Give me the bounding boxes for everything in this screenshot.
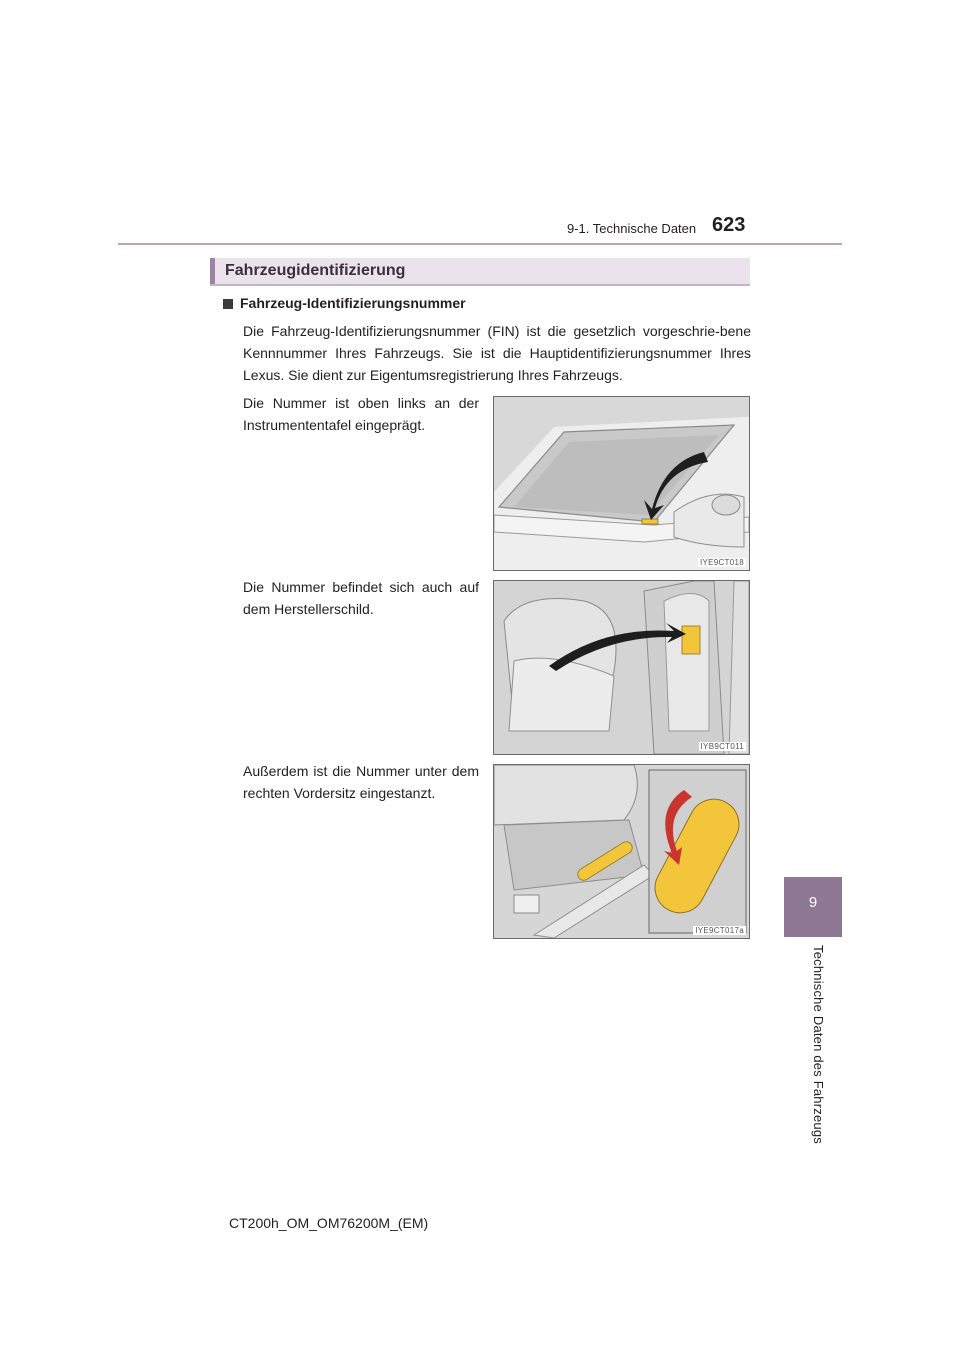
intro-paragraph: Die Fahrzeug-Identifizierungsnummer (FIN) ist die gesetzlich vorgeschrie-bene Kennnummer Ihres Fahrzeugs. Sie ist die Hauptidentifizierungsnummer Ihres Lexus. Sie dient zur Eigentumsregistrierung Ihres Fahrzeugs.	[243, 323, 751, 383]
square-bullet-icon	[223, 299, 233, 309]
figure-code-1: IYE9CT018	[699, 558, 744, 567]
section-title-bar	[210, 258, 750, 286]
item-text-2: Die Nummer befindet sich auch auf dem Herstellerschild.	[243, 579, 479, 617]
door-pillar-illustration	[494, 581, 749, 754]
item-text-3: Außerdem ist die Nummer unter dem rechten Vordersitz eingestanzt.	[243, 763, 479, 801]
figure-manufacturer-label	[493, 580, 750, 755]
header-section-ref: 9-1. Technische Daten	[567, 221, 697, 236]
header-rule	[118, 243, 842, 245]
sub-heading	[223, 295, 466, 311]
sub-heading-text: Fahrzeug-Identifizierungsnummer	[240, 295, 466, 311]
figure-under-seat-stamp	[493, 764, 750, 939]
figure-code-2: IYB9CT011	[700, 742, 744, 751]
chapter-number: 9	[808, 894, 818, 911]
section-title: Fahrzeugidentifizierung	[225, 262, 406, 279]
chapter-title-vertical: Technische Daten des Fahrzeugs	[811, 945, 826, 1144]
chapter-tab	[784, 877, 842, 937]
document-code: CT200h_OM_OM76200M_(EM)	[229, 1215, 429, 1231]
figure-windshield-vin	[493, 396, 750, 571]
figure-code-3: IYE9CT017a	[695, 926, 744, 935]
page-number: 623	[712, 214, 746, 236]
under-seat-illustration	[494, 765, 749, 938]
windshield-illustration	[494, 397, 749, 570]
manufacturer-label-marker	[682, 626, 700, 654]
vin-plate-marker	[642, 519, 658, 524]
item-text-1: Die Nummer ist oben links an der Instrumententafel eingeprägt.	[243, 395, 479, 433]
